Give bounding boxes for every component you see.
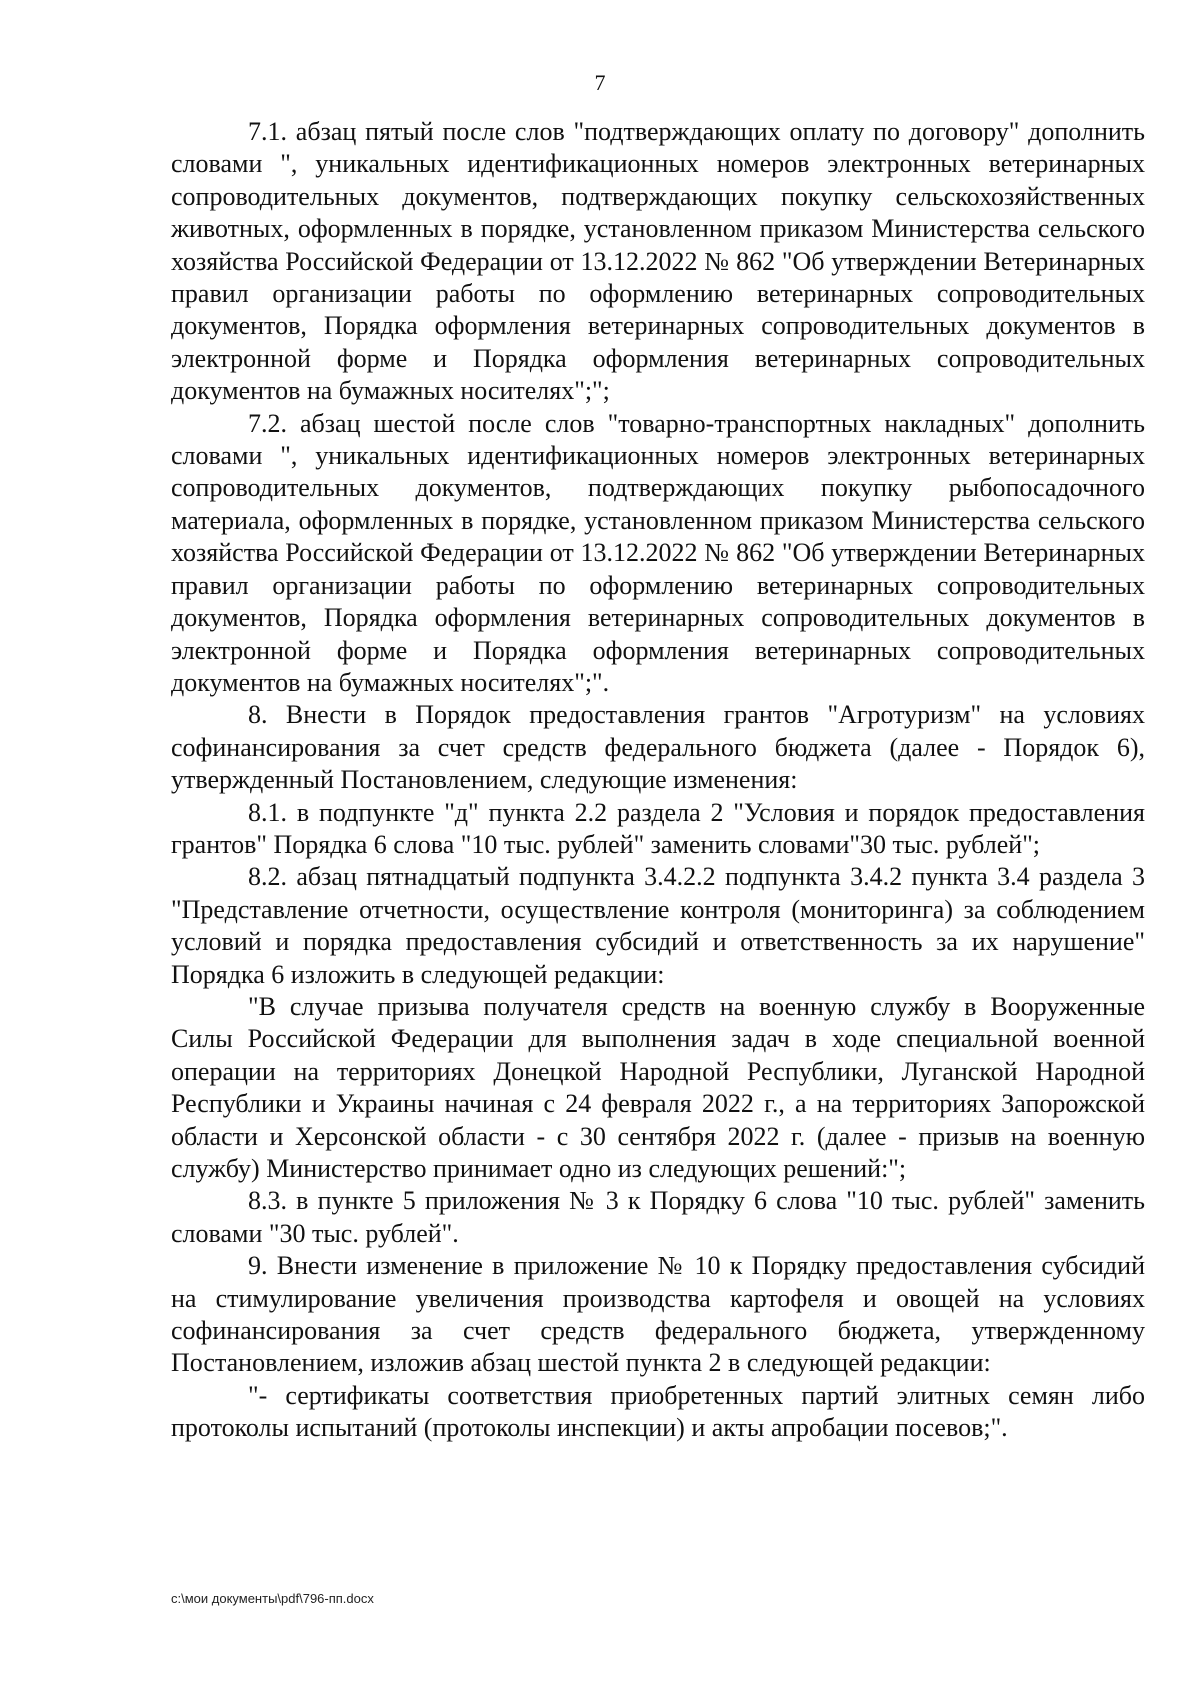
paragraph-8-2: 8.2. абзац пятнадцатый подпункта 3.4.2.2 подпункта 3.4.2 пункта 3.4 раздела 3 "Представление отчетности, осуществление контроля (мониторинга) за соблюдением условий и порядка предоставления субсидий и ответственность за их нарушение" Порядка 6 изложить в следующей редакции: — [171, 862, 1145, 989]
paragraph-9: 9. Внести изменение в приложение № 10 к Порядку предоставления субсидий на стимулирование увеличения производства картофеля и овощей на условиях софинансирования за счет средств федерального бюджета, утвержденному Постановлением, изложив абзац шестой пункта 2 в следующей редакции: — [171, 1251, 1145, 1378]
paragraph-8-3: 8.3. в пункте 5 приложения № 3 к Порядку 6 слова "10 тыс. рублей" заменить словами "30 тыс. рублей". — [171, 1186, 1145, 1248]
paragraph-8: 8. Внести в Порядок предоставления грантов "Агротуризм" на условиях софинансирования за счет средств федерального бюджета (далее - Порядок 6), утвержденный Постановлением, следующие изменения: — [171, 700, 1145, 795]
paragraph-8-1: 8.1. в подпункте "д" пункта 2.2 раздела 2 "Условия и порядок предоставления грантов" Порядка 6 слова "10 тыс. рублей" заменить словами"30 тыс. рублей"; — [171, 797, 1145, 859]
footer-file-path: c:\мои документы\pdf\796-пп.docx — [171, 1591, 374, 1606]
paragraph-8-2-quote: "В случае призыва получателя средств на военную службу в Вооруженные Силы Российской Федерации для выполнения задач в ходе специальной военной операции на территориях Донецкой Народной Республики, Луганской Народной Республики и Украины начиная с 24 февраля 2022 г., а на территориях Запорожской области и Херсонской области - с 30 сентября 2022 г. (далее - призыв на военную службу) Министерство принимает одно из следующих решений:"; — [171, 991, 1145, 1183]
page-number: 7 — [594, 70, 606, 95]
paragraph-7-2: 7.2. абзац шестой после слов "товарно-транспортных накладных" дополнить словами ", уникальных идентификационных номеров электронных ветеринарных сопроводительных документов, подтверждающих покупку рыбопосадочного материала, оформленных в порядке, установленном приказом Министерства сельского хозяйства Российской Федерации от 13.12.2022 № 862 "Об утверждении Ветеринарных правил организации работы по оформлению ветеринарных сопроводительных документов, Порядка оформления ветеринарных сопроводительных документов в электронной форме и Порядка оформления ветеринарных сопроводительных документов на бумажных носителях";". — [171, 408, 1145, 697]
paragraph-9-quote: "- сертификаты соответствия приобретенных партий элитных семян либо протоколы испытаний (протоколы инспекции) и акты апробации посевов;". — [171, 1380, 1145, 1443]
paragraph-7-1: 7.1. абзац пятый после слов "подтверждающих оплату по договору" дополнить словами ", уникальных идентификационных номеров электронных ветеринарных сопроводительных документов, подтверждающих покупку сельскохозяйственных животных, оформленных в порядке, установленном приказом Министерства сельского хозяйства Российской Федерации от 13.12.2022 № 862 "Об утверждении Ветеринарных правил организации работы по оформлению ветеринарных сопроводительных документов, Порядка оформления ветеринарных сопроводительных документов в электронной форме и Порядка оформления ветеринарных сопроводительных документов на бумажных носителях";"; — [171, 117, 1145, 406]
document-body — [171, 116, 1145, 1445]
